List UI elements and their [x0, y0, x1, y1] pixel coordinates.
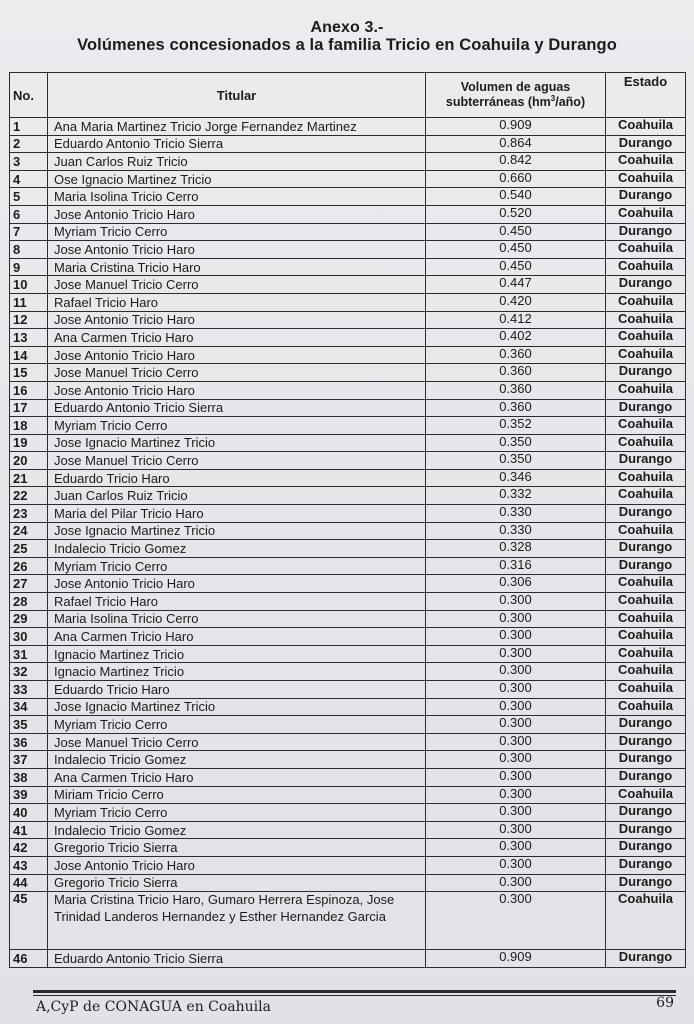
cell-no: 21	[10, 469, 48, 487]
cell-volumen: 0.300	[426, 768, 606, 786]
cell-no: 9	[10, 258, 48, 276]
cell-estado: Coahuila	[606, 522, 686, 540]
cell-titular: Jose Manuel Tricio Cerro	[48, 733, 426, 751]
cell-estado: Coahuila	[606, 681, 686, 699]
table-row	[10, 452, 686, 470]
cell-no: 40	[10, 804, 48, 822]
cell-no: 4	[10, 170, 48, 188]
cell-estado: Coahuila	[606, 417, 686, 435]
cell-titular: Juan Carlos Ruiz Tricio	[48, 153, 426, 171]
cell-no: 16	[10, 381, 48, 399]
cell-no: 34	[10, 698, 48, 716]
cell-volumen: 0.300	[426, 733, 606, 751]
cell-no: 45	[10, 892, 48, 950]
cell-estado: Coahuila	[606, 153, 686, 171]
cell-estado: Coahuila	[606, 575, 686, 593]
cell-titular: Ana Carmen Tricio Haro	[48, 329, 426, 347]
table-row	[10, 153, 686, 171]
cell-no: 12	[10, 311, 48, 329]
table-row	[10, 663, 686, 681]
table-row	[10, 293, 686, 311]
annex-title: Anexo 3.-	[310, 19, 384, 36]
cell-estado: Durango	[606, 276, 686, 294]
table-header-row	[10, 73, 686, 118]
cell-no: 26	[10, 557, 48, 575]
table-row	[10, 434, 686, 452]
cell-titular: Jose Manuel Tricio Cerro	[48, 452, 426, 470]
cell-no: 13	[10, 329, 48, 347]
cell-estado: Durango	[606, 452, 686, 470]
table-row	[10, 329, 686, 347]
cell-estado: Durango	[606, 733, 686, 751]
cell-estado: Durango	[606, 540, 686, 558]
table-row	[10, 681, 686, 699]
cell-estado: Durango	[606, 223, 686, 241]
cell-titular: Maria Cristina Tricio Haro	[48, 258, 426, 276]
cell-titular: Jose Ignacio Martinez Tricio	[48, 522, 426, 540]
cell-estado: Coahuila	[606, 346, 686, 364]
cell-volumen: 0.300	[426, 804, 606, 822]
table-row	[10, 188, 686, 206]
cell-volumen: 0.350	[426, 434, 606, 452]
cell-volumen: 0.300	[426, 821, 606, 839]
cell-no: 41	[10, 821, 48, 839]
cell-no: 22	[10, 487, 48, 505]
cell-titular: Ana Maria Martinez Tricio Jorge Fernandez Martinez	[48, 118, 426, 136]
cell-no: 19	[10, 434, 48, 452]
cell-no: 18	[10, 417, 48, 435]
cell-titular: Myriam Tricio Cerro	[48, 716, 426, 734]
cell-estado: Coahuila	[606, 118, 686, 136]
table-row	[10, 364, 686, 382]
cell-no: 23	[10, 505, 48, 523]
cell-titular: Ana Carmen Tricio Haro	[48, 768, 426, 786]
cell-volumen: 0.300	[426, 892, 606, 950]
cell-titular: Jose Antonio Tricio Haro	[48, 205, 426, 223]
cell-estado: Durango	[606, 839, 686, 857]
cell-volumen: 0.300	[426, 663, 606, 681]
cell-titular: Rafael Tricio Haro	[48, 593, 426, 611]
cell-estado: Durango	[606, 135, 686, 153]
table-row	[10, 733, 686, 751]
cell-no: 7	[10, 223, 48, 241]
cell-no: 28	[10, 593, 48, 611]
cell-estado: Coahuila	[606, 381, 686, 399]
cell-no: 32	[10, 663, 48, 681]
cell-volumen: 0.300	[426, 751, 606, 769]
table-row	[10, 593, 686, 611]
table-row	[10, 716, 686, 734]
cell-no: 24	[10, 522, 48, 540]
table-row	[10, 786, 686, 804]
cell-estado: Coahuila	[606, 258, 686, 276]
cell-volumen: 0.300	[426, 645, 606, 663]
table-row	[10, 610, 686, 628]
table-row	[10, 241, 686, 259]
cell-titular: Indalecio Tricio Gomez	[48, 751, 426, 769]
cell-volumen: 0.300	[426, 698, 606, 716]
cell-no: 25	[10, 540, 48, 558]
cell-volumen: 0.300	[426, 874, 606, 892]
cell-volumen: 0.864	[426, 135, 606, 153]
cell-estado: Coahuila	[606, 628, 686, 646]
cell-titular: Jose Antonio Tricio Haro	[48, 241, 426, 259]
table-row	[10, 258, 686, 276]
cell-volumen: 0.360	[426, 346, 606, 364]
table-row	[10, 628, 686, 646]
annex-subtitle: Volúmenes concesionados a la familia Tricio en Coahuila y Durango	[77, 36, 617, 54]
cell-estado: Durango	[606, 804, 686, 822]
table-row	[10, 839, 686, 857]
cell-volumen: 0.447	[426, 276, 606, 294]
header-no: No.	[10, 73, 48, 118]
cell-volumen: 0.346	[426, 469, 606, 487]
cell-titular: Jose Ignacio Martinez Tricio	[48, 698, 426, 716]
cell-titular: Gregorio Tricio Sierra	[48, 839, 426, 857]
table-row	[10, 768, 686, 786]
cell-no: 1	[10, 118, 48, 136]
cell-estado: Coahuila	[606, 329, 686, 347]
cell-titular: Gregorio Tricio Sierra	[48, 874, 426, 892]
table-body	[10, 118, 686, 968]
cell-estado: Durango	[606, 557, 686, 575]
header-estado: Estado	[606, 73, 686, 118]
cell-no: 42	[10, 839, 48, 857]
table-row	[10, 557, 686, 575]
cell-no: 6	[10, 205, 48, 223]
cell-no: 31	[10, 645, 48, 663]
cell-volumen: 0.300	[426, 786, 606, 804]
header-volumen	[426, 73, 606, 118]
cell-volumen: 0.450	[426, 241, 606, 259]
cell-volumen: 0.316	[426, 557, 606, 575]
table-row	[10, 575, 686, 593]
table-row	[10, 118, 686, 136]
cell-volumen: 0.300	[426, 839, 606, 857]
cell-volumen: 0.350	[426, 452, 606, 470]
table-row	[10, 804, 686, 822]
table-row	[10, 135, 686, 153]
header-titular: Titular	[48, 73, 426, 118]
cell-no: 35	[10, 716, 48, 734]
cell-no: 15	[10, 364, 48, 382]
cell-estado: Durango	[606, 856, 686, 874]
cell-titular: Eduardo Antonio Tricio Sierra	[48, 950, 426, 968]
cell-volumen: 0.300	[426, 716, 606, 734]
cell-volumen: 0.450	[426, 258, 606, 276]
table-row	[10, 540, 686, 558]
table-row	[10, 856, 686, 874]
header-volumen-line3: /año)	[555, 95, 586, 110]
header-volumen-sup: 3	[550, 94, 556, 104]
table-row	[10, 399, 686, 417]
cell-no: 39	[10, 786, 48, 804]
table-row	[10, 381, 686, 399]
cell-no: 14	[10, 346, 48, 364]
cell-titular: Jose Antonio Tricio Haro	[48, 381, 426, 399]
cell-volumen: 0.328	[426, 540, 606, 558]
cell-estado: Coahuila	[606, 205, 686, 223]
cell-estado: Coahuila	[606, 241, 686, 259]
cell-titular: Rafael Tricio Haro	[48, 293, 426, 311]
cell-no: 36	[10, 733, 48, 751]
cell-titular: Maria del Pilar Tricio Haro	[48, 505, 426, 523]
cell-titular: Maria Cristina Tricio Haro, Gumaro Herrera Espinoza, Jose Trinidad Landeros Hernandez y Esther Hernandez Garcia	[48, 892, 426, 950]
cell-no: 27	[10, 575, 48, 593]
cell-volumen: 0.540	[426, 188, 606, 206]
cell-no: 10	[10, 276, 48, 294]
table-row	[10, 751, 686, 769]
table-row	[10, 892, 686, 950]
header-volumen-line2: subterráneas (hm	[445, 95, 551, 110]
table-row	[10, 487, 686, 505]
cell-estado: Durango	[606, 751, 686, 769]
page-number: 69	[656, 995, 674, 1011]
cell-titular: Jose Ignacio Martinez Tricio	[48, 434, 426, 452]
cell-volumen: 0.520	[426, 205, 606, 223]
cell-estado: Coahuila	[606, 293, 686, 311]
cell-volumen: 0.300	[426, 681, 606, 699]
cell-no: 44	[10, 874, 48, 892]
table-row	[10, 469, 686, 487]
cell-titular: Jose Manuel Tricio Cerro	[48, 276, 426, 294]
cell-no: 11	[10, 293, 48, 311]
cell-estado: Durango	[606, 399, 686, 417]
cell-titular: Myriam Tricio Cerro	[48, 417, 426, 435]
cell-volumen: 0.842	[426, 153, 606, 171]
cell-volumen: 0.330	[426, 505, 606, 523]
cell-titular: Eduardo Tricio Haro	[48, 469, 426, 487]
table-row	[10, 276, 686, 294]
cell-titular: Maria Isolina Tricio Cerro	[48, 188, 426, 206]
cell-volumen: 0.360	[426, 364, 606, 382]
cell-volumen: 0.909	[426, 950, 606, 968]
cell-titular: Eduardo Antonio Tricio Sierra	[48, 135, 426, 153]
table-row	[10, 417, 686, 435]
cell-titular: Miriam Tricio Cerro	[48, 786, 426, 804]
table-row	[10, 170, 686, 188]
cell-titular: Eduardo Tricio Haro	[48, 681, 426, 699]
cell-volumen: 0.360	[426, 381, 606, 399]
cell-titular: Indalecio Tricio Gomez	[48, 821, 426, 839]
cell-titular: Indalecio Tricio Gomez	[48, 540, 426, 558]
header-volumen-line1: Volumen de aguas	[460, 80, 571, 95]
cell-no: 8	[10, 241, 48, 259]
cell-volumen: 0.360	[426, 399, 606, 417]
cell-volumen: 0.332	[426, 487, 606, 505]
cell-volumen: 0.330	[426, 522, 606, 540]
cell-estado: Coahuila	[606, 892, 686, 950]
cell-estado: Coahuila	[606, 311, 686, 329]
table-row	[10, 311, 686, 329]
table-row	[10, 346, 686, 364]
table-row	[10, 821, 686, 839]
cell-titular: Ignacio Martinez Tricio	[48, 645, 426, 663]
cell-no: 29	[10, 610, 48, 628]
cell-titular: Myriam Tricio Cerro	[48, 557, 426, 575]
cell-estado: Coahuila	[606, 170, 686, 188]
cell-no: 43	[10, 856, 48, 874]
footer-source: A,CyP de CONAGUA en Coahuila	[36, 999, 271, 1015]
cell-titular: Jose Antonio Tricio Haro	[48, 575, 426, 593]
cell-no: 37	[10, 751, 48, 769]
cell-volumen: 0.300	[426, 593, 606, 611]
cell-titular: Ignacio Martinez Tricio	[48, 663, 426, 681]
footer-rule-thin	[33, 995, 676, 996]
cell-no: 38	[10, 768, 48, 786]
footer-rule	[33, 990, 676, 993]
cell-titular: Myriam Tricio Cerro	[48, 804, 426, 822]
cell-estado: Durango	[606, 364, 686, 382]
table-row	[10, 950, 686, 968]
cell-estado: Durango	[606, 716, 686, 734]
cell-estado: Durango	[606, 950, 686, 968]
cell-estado: Coahuila	[606, 645, 686, 663]
cell-estado: Durango	[606, 505, 686, 523]
cell-no: 20	[10, 452, 48, 470]
cell-estado: Coahuila	[606, 663, 686, 681]
cell-estado: Coahuila	[606, 593, 686, 611]
cell-titular: Ose Ignacio Martinez Tricio	[48, 170, 426, 188]
table-row	[10, 223, 686, 241]
cell-estado: Coahuila	[606, 786, 686, 804]
cell-volumen: 0.402	[426, 329, 606, 347]
table-row	[10, 522, 686, 540]
table-row	[10, 698, 686, 716]
cell-estado: Coahuila	[606, 487, 686, 505]
cell-titular: Jose Antonio Tricio Haro	[48, 311, 426, 329]
cell-no: 5	[10, 188, 48, 206]
cell-volumen: 0.352	[426, 417, 606, 435]
cell-no: 2	[10, 135, 48, 153]
cell-estado: Coahuila	[606, 698, 686, 716]
cell-titular: Myriam Tricio Cerro	[48, 223, 426, 241]
cell-estado: Coahuila	[606, 469, 686, 487]
cell-estado: Durango	[606, 874, 686, 892]
cell-titular: Ana Carmen Tricio Haro	[48, 628, 426, 646]
table-row	[10, 505, 686, 523]
cell-estado: Durango	[606, 768, 686, 786]
cell-no: 33	[10, 681, 48, 699]
concessions-table	[9, 72, 686, 968]
cell-titular: Jose Antonio Tricio Haro	[48, 856, 426, 874]
cell-titular: Jose Antonio Tricio Haro	[48, 346, 426, 364]
table-row	[10, 645, 686, 663]
cell-titular: Eduardo Antonio Tricio Sierra	[48, 399, 426, 417]
cell-estado: Durango	[606, 188, 686, 206]
cell-titular: Maria Isolina Tricio Cerro	[48, 610, 426, 628]
cell-volumen: 0.306	[426, 575, 606, 593]
cell-estado: Coahuila	[606, 434, 686, 452]
cell-volumen: 0.300	[426, 856, 606, 874]
table-row	[10, 874, 686, 892]
cell-volumen: 0.420	[426, 293, 606, 311]
cell-volumen: 0.300	[426, 610, 606, 628]
cell-volumen: 0.909	[426, 118, 606, 136]
cell-titular: Juan Carlos Ruiz Tricio	[48, 487, 426, 505]
cell-titular: Jose Manuel Tricio Cerro	[48, 364, 426, 382]
cell-volumen: 0.300	[426, 628, 606, 646]
cell-no: 46	[10, 950, 48, 968]
table-row	[10, 205, 686, 223]
cell-volumen: 0.660	[426, 170, 606, 188]
cell-estado: Durango	[606, 821, 686, 839]
cell-estado: Coahuila	[606, 610, 686, 628]
cell-no: 30	[10, 628, 48, 646]
cell-volumen: 0.450	[426, 223, 606, 241]
cell-volumen: 0.412	[426, 311, 606, 329]
cell-no: 17	[10, 399, 48, 417]
cell-no: 3	[10, 153, 48, 171]
